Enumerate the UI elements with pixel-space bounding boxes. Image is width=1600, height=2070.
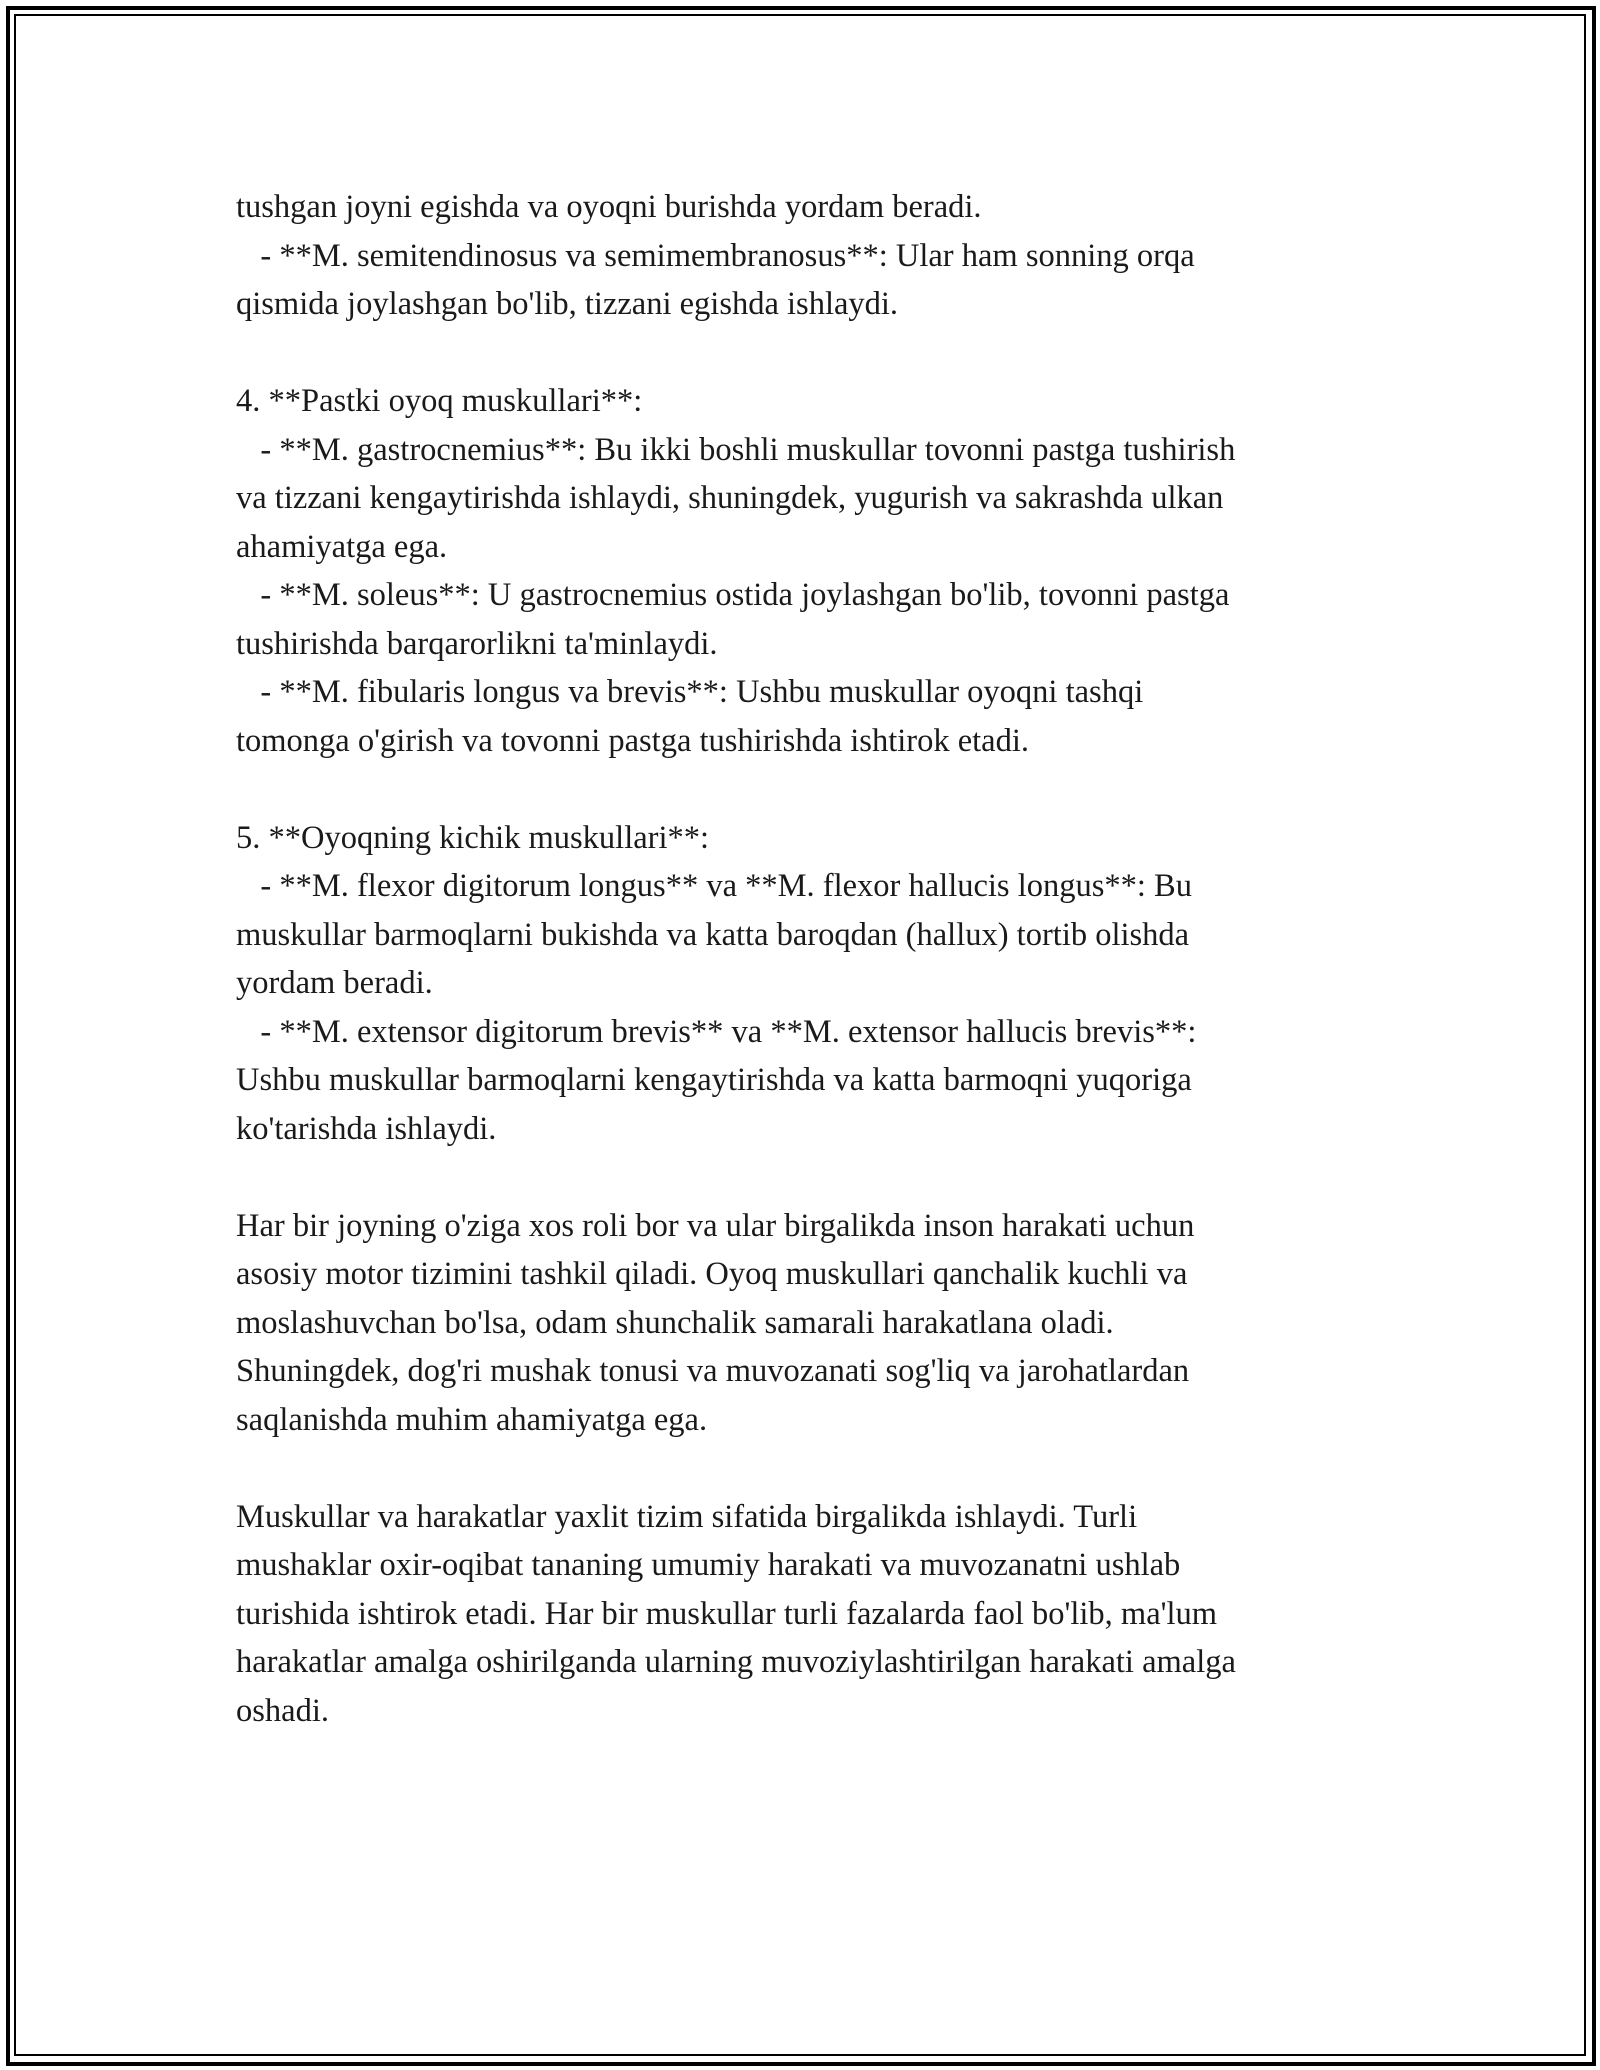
text-line: tushirishda barqarorlikni ta'minlaydi. (236, 625, 718, 662)
list-item-soleus: - **M. soleus**: U gastrocnemius ostida joylashgan bo'lib, tovonni pastga (236, 577, 1230, 613)
list-item-semitendinosus: - **M. semitendinosus va semimembranosus**: Ular ham sonning orqa (236, 237, 1195, 274)
text-line: qismida joylashgan bo'lib, tizzani egishda ishlaydi. (236, 286, 899, 322)
paragraph-gap (236, 1153, 1396, 1202)
paragraph-line: asosiy motor tizimini tashkil qiladi. Oyoq muskullari qanchalik kuchli va (236, 1256, 1188, 1292)
paragraph-line: mushaklar oxir-oqibat tananing umumiy harakati va muvozanatni ushlab (236, 1547, 1181, 1583)
list-item-fibularis: - **M. fibularis longus va brevis**: Ushbu muskullar oyoqni tashqi (236, 674, 1144, 710)
paragraph-line: Har bir joyning o'ziga xos roli bor va ular birgalikda inson harakati uchun (236, 1207, 1195, 1244)
section-heading-pastki-oyoq: 4. **Pastki oyoq muskullari**: (236, 383, 643, 419)
document-body (236, 183, 1396, 1735)
list-item-extensor: - **M. extensor digitorum brevis** va **M. extensor hallucis brevis**: (236, 1013, 1197, 1050)
paragraph-gap (236, 1444, 1396, 1493)
paragraph-line: oshadi. (236, 1692, 329, 1729)
list-item-flexor: - **M. flexor digitorum longus** va **M. flexor hallucis longus**: Bu (236, 868, 1192, 904)
text-line: Ushbu muskullar barmoqlarni kengaytirishda va katta barmoqni yuqoriga (236, 1062, 1192, 1098)
paragraph-line: saqlanishda muhim ahamiyatga ega. (236, 1401, 708, 1438)
paragraph-line: turishida ishtirok etadi. Har bir muskullar turli fazalarda faol bo'lib, ma'lum (236, 1595, 1218, 1632)
text-line: ahamiyatga ega. (236, 528, 448, 565)
text-line: muskullar barmoqlarni bukishda va katta baroqdan (hallux) tortib olishda (236, 916, 1190, 953)
paragraph-line: harakatlar amalga oshirilganda ularning muvoziylashtirilgan harakati amalga (236, 1644, 1236, 1680)
section-heading-kichik-muskullar: 5. **Oyoqning kichik muskullari**: (236, 819, 710, 856)
paragraph-line: Muskullar va harakatlar yaxlit tizim sifatida birgalikda ishlaydi. Turli (236, 1498, 1138, 1535)
text-line: va tizzani kengaytirishda ishlaydi, shuningdek, yugurish va sakrashda ulkan (236, 480, 1224, 516)
text-line: yordam beradi. (236, 965, 433, 1001)
paragraph-line: Shuningdek, dog'ri mushak tonusi va muvozanati sog'liq va jarohatlardan (236, 1353, 1190, 1389)
text-line: tomonga o'girish va tovonni pastga tushirishda ishtirok etadi. (236, 722, 1029, 759)
paragraph-gap (236, 329, 1396, 378)
paragraph-line: moslashuvchan bo'lsa, odam shunchalik samarali harakatlana oladi. (236, 1304, 1114, 1341)
list-item-gastrocnemius: - **M. gastrocnemius**: Bu ikki boshli muskullar tovonni pastga tushirish (236, 431, 1236, 468)
text-line: tushgan joyni egishda va oyoqni burishda yordam beradi. (236, 189, 982, 225)
paragraph-gap (236, 765, 1396, 814)
text-line: ko'tarishda ishlaydi. (236, 1110, 497, 1147)
